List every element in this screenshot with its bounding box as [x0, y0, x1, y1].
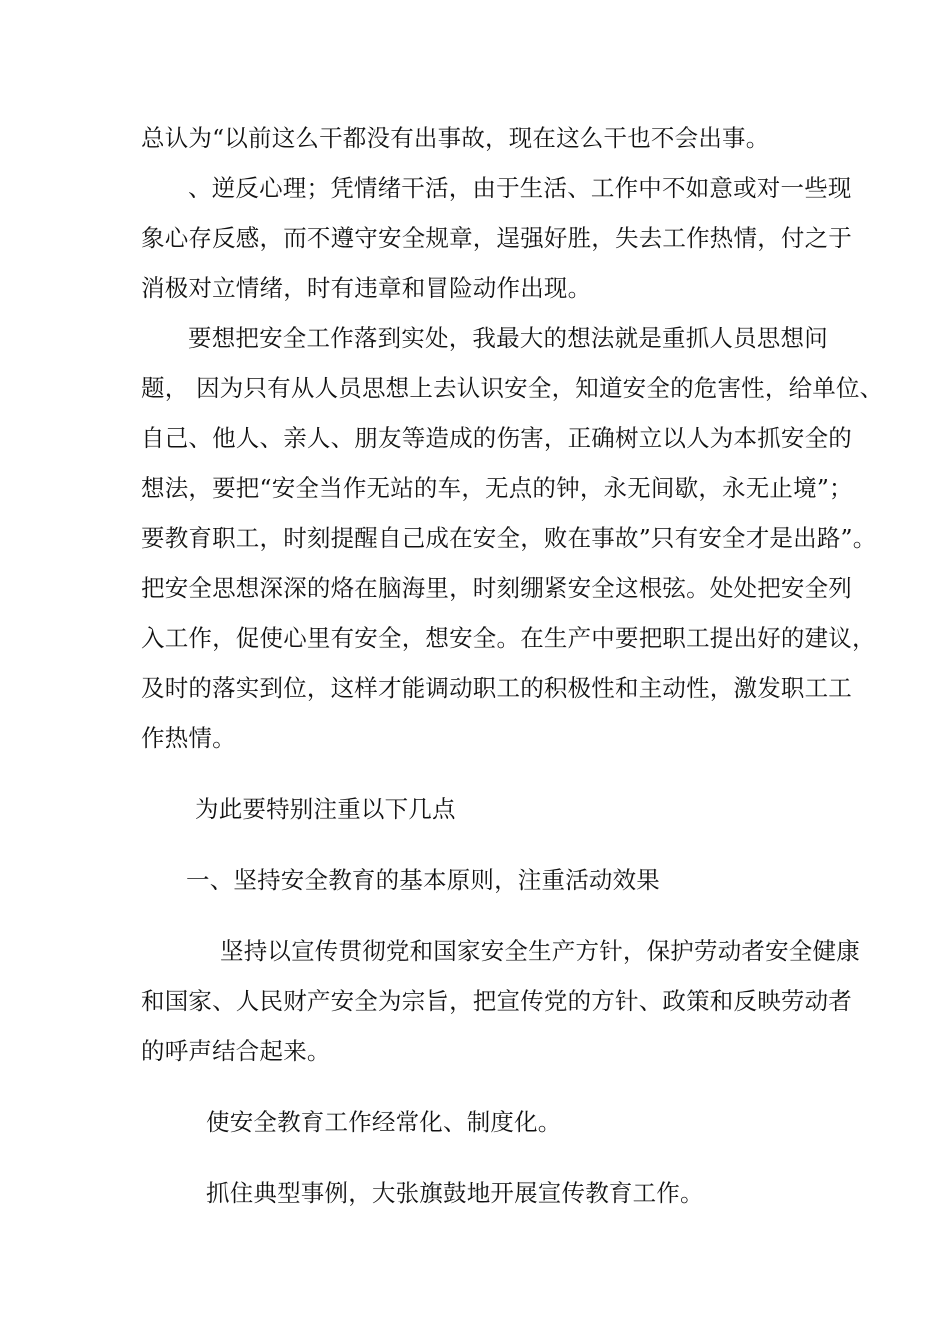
text-line: 象心存反感，而不遵守安全规章，逞强好胜，失去工作热情，付之于: [141, 224, 852, 252]
text-line: 自己、他人、亲人、朋友等造成的伤害，正确树立以人为本抓安全的: [141, 424, 852, 452]
text-line: 把安全思想深深的烙在脑海里，时刻绷紧安全这根弦。处处把安全列: [141, 574, 852, 602]
text-line: 的呼声结合起来。: [141, 1037, 331, 1065]
text-line: 要想把安全工作落到实处，我最大的想法就是重抓人员思想问: [188, 324, 828, 352]
text-line: 作热情。: [141, 724, 236, 752]
text-line: 和国家、人民财产安全为宗旨，把宣传党的方针、政策和反映劳动者: [141, 987, 852, 1015]
text-line: 使安全教育工作经常化、制度化。: [206, 1108, 562, 1136]
text-line: 及时的落实到位，这样才能调动职工的积极性和主动性，激发职工工: [141, 674, 852, 702]
section-heading: 为此要特别注重以下几点: [195, 795, 456, 823]
section-heading: 一、坚持安全教育的基本原则，注重活动效果: [186, 866, 660, 894]
text-line: 消极对立情绪，时有违章和冒险动作出现。: [141, 274, 592, 302]
text-line: 入工作，促使心里有安全，想安全。在生产中要把职工提出好的建议，: [141, 624, 876, 652]
text-line: 想法，要把“安全当作无站的车，无点的钟，永无间歇，永无止境”；: [141, 474, 853, 502]
text-line: 要教育职工，时刻提醒自己成在安全，败在事故”只有安全才是出路”。: [141, 524, 877, 552]
text-line: 总认为“以前这么干都没有出事故，现在这么干也不会出事。: [141, 124, 770, 152]
text-line: 、逆反心理；凭情绪干活，由于生活、工作中不如意或对一些现: [188, 174, 852, 202]
text-line: 题， 因为只有从人员思想上去认识安全，知道安全的危害性，给单位、: [141, 374, 884, 402]
text-line: 坚持以宣传贯彻党和国家安全生产方针，保护劳动者安全健康: [220, 937, 860, 965]
text-line: 抓住典型事例，大张旗鼓地开展宣传教育工作。: [206, 1179, 704, 1207]
